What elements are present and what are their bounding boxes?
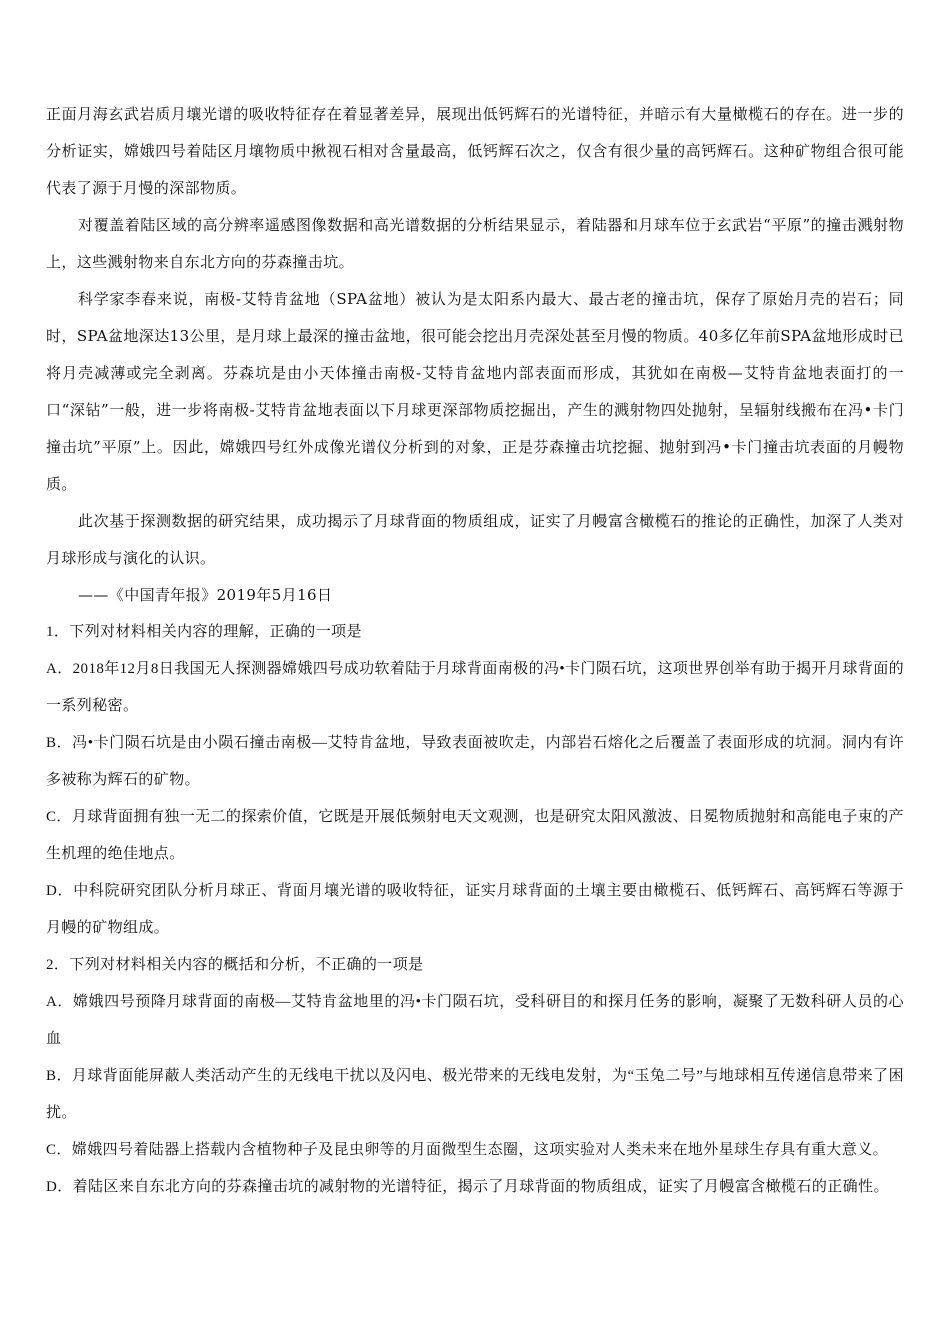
passage-paragraph-3: 科学家李春来说，南极-艾特肯盆地（SPA盆地）被认为是太阳系内最大、最古老的撞击坑，保存了原始月壳的岩石；同时，SPA盆地深达13公里，是月球上最深的撞击盆地，很可能会挖出月壳深处甚至月慢的物质。40多亿年前SPA盆地形成时已将月壳减薄或完全剥离。芬森坑是由小天体撞击南极-艾特肯盆地内部表面而形成，其犹如在南极—艾特肯盆地表面打的一口“深钻”一般，进一步将南极-艾特肯盆地表面以下月球更深部物质挖掘出，产生的溅射物四处抛射，呈辐射线搬布在冯•卡门撞击坑”平原”上。因此，嫦娥四号红外成像光谱仪分析到的对象，正是芬森撞击坑挖掘、抛射到冯•卡门撞击坑表面的月幔物质。 (46, 290, 904, 493)
question-option: A．2018年12月8日我国无人探测器嫦娥四号成功软着陆于月球背面南极的冯•卡门陨石坑，这项世界创举有助于揭开月球背面的一系列秘密。 (46, 661, 904, 714)
question-option: D．着陆区来自东北方向的芬森撞击坑的减射物的光谱特征，揭示了月球背面的物质组成，证实了月幔富含橄榄石的正确性。 (46, 1179, 889, 1195)
passage-paragraph-2: 对覆盖着陆区域的高分辨率遥感图像数据和高光谱数据的分析结果显示，着陆器和月球车位于玄武岩“平原”的撞击溅射物上，这些溅射物来自东北方向的芬森撞击坑。 (46, 216, 904, 271)
question-option: B．冯•卡门陨石坑是由小陨石撞击南极—艾特肯盆地，导致表面被吹走，内部岩石熔化之后覆盖了表面形成的坑洞。洞内有许多被称为辉石的矿物。 (46, 735, 904, 788)
question-2 (46, 947, 904, 1206)
passage-paragraph-4: 此次基于探测数据的研究结果，成功揭示了月球背面的物质组成，证实了月幔富含橄榄石的推论的正确性，加深了人类对月球形成与演化的认识。 (46, 512, 904, 567)
passage-paragraph-1: 正面月海玄武岩质月壤光谱的吸收特征存在着显著差异，展现出低钙辉石的光谱特征，并暗示有大量橄榄石的存在。进一步的分析证实，嫦娥四号着陆区月壤物质中揪视石相对含量最高，低钙辉石次之，仅含有很少量的高钙辉石。这种矿物组合很可能代表了源于月慢的深部物质。 (46, 105, 904, 197)
question-option: D．中科院研究团队分析月球正、背面月壤光谱的吸收特征，证实月球背面的土壤主要由橄榄石、低钙辉石、高钙辉石等源于月幔的矿物组成。 (46, 883, 904, 936)
question-1 (46, 614, 904, 947)
question-option: C．月球背面拥有独一无二的探索价值，它既是开展低频射电天文观测，也是研究太阳风激波、日冕物质抛射和高能电子束的产生机理的绝佳地点。 (46, 809, 904, 862)
question-stem: 2．下列对材料相关内容的概括和分析，不正确的一项是 (46, 957, 424, 973)
passage-source: ——《中国青年报》2019年5月16日 (78, 586, 333, 604)
question-option: C．嫦娥四号着陆器上搭载内含植物种子及昆虫卵等的月面微型生态圈，这项实验对人类未来在地外星球生存具有重大意义。 (46, 1142, 889, 1158)
question-option: B．月球背面能屏蔽人类活动产生的无线电干扰以及闪电、极光带来的无线电发射，为“玉兔二号”与地球相互传递信息带来了困扰。 (46, 1068, 904, 1121)
question-option: A．嫦娥四号预降月球背面的南极—艾特肯盆地里的冯•卡门陨石坑，受科研目的和探月任务的影响，凝聚了无数科研人员的心血 (46, 994, 904, 1047)
question-stem: 1．下列对材料相关内容的理解，正确的一项是 (46, 624, 362, 640)
